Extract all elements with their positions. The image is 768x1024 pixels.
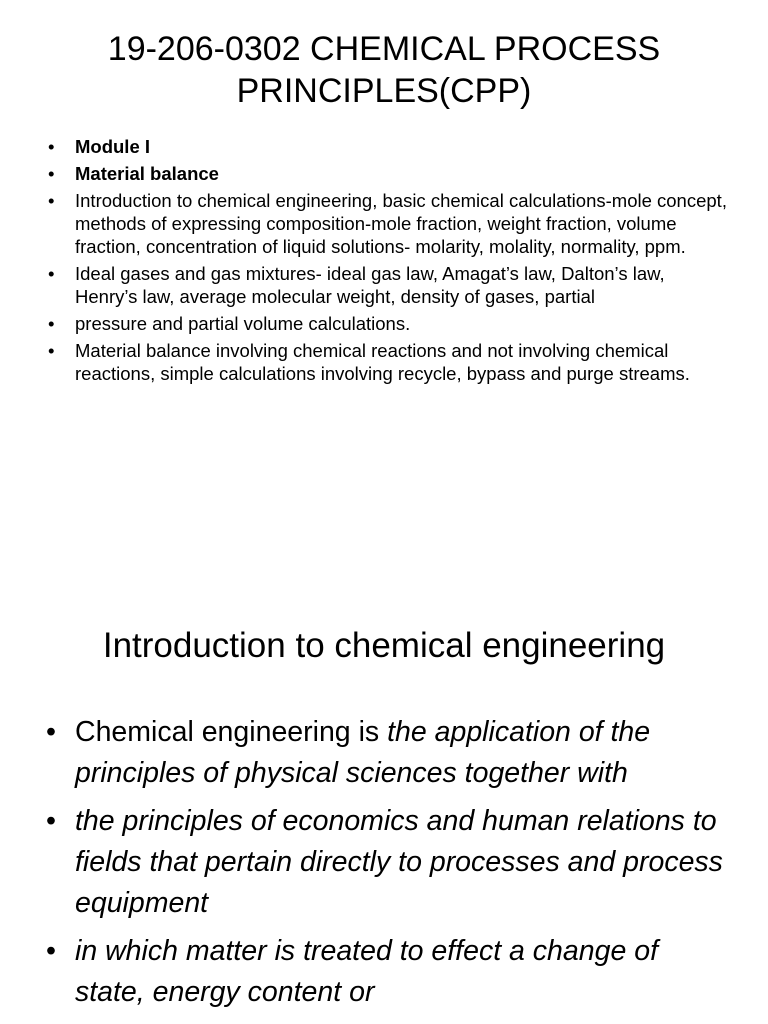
list-item xyxy=(0,135,768,158)
list-item-text: pressure and partial volume calculations. xyxy=(75,313,411,334)
list-item-text: Material balance involving chemical reactions and not involving chemical reactions, simple calculations involving recycle, bypass and purge streams. xyxy=(75,340,690,384)
list-item-text: Module I xyxy=(75,136,151,157)
bullet-icon: • xyxy=(46,805,56,837)
bullet-icon: • xyxy=(46,935,56,967)
list-item xyxy=(0,312,768,335)
slide-title: Introduction to chemical engineering xyxy=(102,626,666,665)
list-item-text: Ideal gases and gas mixtures- ideal gas law, Amagat’s law, Dalton’s law, Henry’s law, average molecular weight, density of gases, partial xyxy=(75,263,665,307)
bullet-icon: • xyxy=(48,340,55,361)
list-item-text: Chemical engineering is xyxy=(75,716,388,748)
bullet-icon: • xyxy=(46,716,56,748)
bullet-list xyxy=(0,135,768,389)
list-item-italic-text: the application of the principles of physical sciences together with xyxy=(75,716,651,789)
list-item xyxy=(0,339,768,385)
list-item xyxy=(0,931,768,1013)
bullet-icon: • xyxy=(48,136,55,157)
list-item xyxy=(0,712,768,794)
bullet-list xyxy=(0,712,768,1020)
list-item-text: Material balance xyxy=(75,163,219,184)
bullet-icon: • xyxy=(48,163,55,184)
list-item xyxy=(0,262,768,308)
list-item-italic-text: the principles of economics and human relations to fields that pertain directly to processes and process equipment xyxy=(75,805,723,919)
bullet-icon: • xyxy=(48,190,55,211)
bullet-icon: • xyxy=(48,263,55,284)
slide-title: 19-206-0302 CHEMICAL PROCESS PRINCIPLES(CPP) xyxy=(107,30,661,110)
list-item-italic-text: in which matter is treated to effect a change of state, energy content or xyxy=(75,935,658,1008)
slide-introduction xyxy=(0,560,768,1024)
list-item-text: Introduction to chemical engineering, basic chemical calculations-mole concept, methods of expressing composition-mole fraction, weight fraction, volume fraction, concentration of liquid solutions- molarity, molality, normality, ppm. xyxy=(75,190,727,257)
list-item xyxy=(0,162,768,185)
list-item xyxy=(0,189,768,258)
bullet-icon: • xyxy=(48,313,55,334)
list-item xyxy=(0,801,768,924)
